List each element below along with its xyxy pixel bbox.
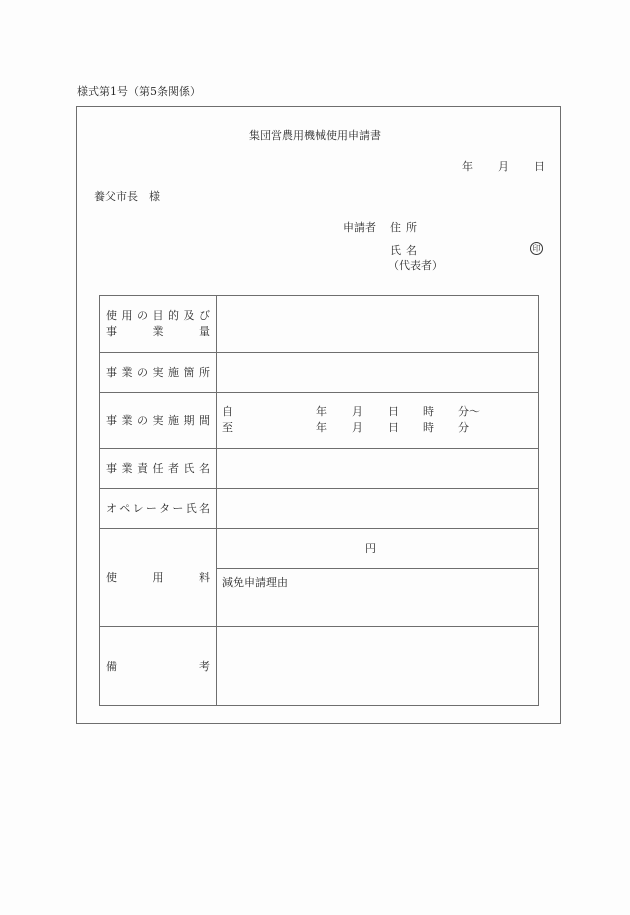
period-from-year[interactable]: 年 [316, 405, 327, 418]
period-to-minute[interactable]: 分 [458, 421, 469, 434]
form-number: 様式第1号（第5条関係） [77, 85, 201, 98]
seal-mark: 印 [532, 244, 541, 253]
row-divider [99, 352, 539, 353]
label-usage-fee: 使 用 料 [106, 571, 210, 584]
table-border-bottom [99, 705, 539, 706]
table-border-right [538, 295, 539, 706]
period-to-year[interactable]: 年 [316, 421, 327, 434]
row-divider [99, 528, 539, 529]
representative-label: （代表者） [388, 259, 443, 272]
row-divider [99, 626, 539, 627]
row-divider [99, 392, 539, 393]
seal-icon [530, 242, 543, 255]
address-label: 住所 [390, 221, 422, 234]
date-month-label: 月 [498, 160, 509, 173]
period-to-day[interactable]: 日 [388, 421, 399, 434]
period-from-day[interactable]: 日 [388, 405, 399, 418]
label-operator-name: オ ペ レ ー タ ー 氏 名 [106, 502, 210, 515]
date-day-label: 日 [534, 160, 545, 173]
period-from-minute[interactable]: 分〜 [458, 405, 480, 418]
label-purpose-line2: 事 業 量 [106, 325, 210, 338]
table-border-left [99, 295, 100, 706]
label-period: 事 業 の 実 施 期 間 [106, 414, 210, 427]
reduction-reason-label[interactable]: 減免申請理由 [222, 576, 288, 589]
applicant-label: 申請者 [343, 221, 376, 234]
row-divider [99, 448, 539, 449]
label-purpose-line1: 使 用 の 目 的 及 び [106, 309, 210, 322]
column-divider [216, 295, 217, 706]
date-year-label: 年 [462, 160, 473, 173]
name-label: 氏名 [390, 244, 422, 257]
addressee: 養父市長 様 [94, 190, 160, 203]
table-border-top [99, 295, 539, 296]
fee-sub-divider [216, 568, 539, 569]
fee-unit-label[interactable]: 円 [365, 542, 376, 555]
period-from-prefix: 自 [222, 405, 233, 418]
label-remarks: 備 考 [106, 660, 210, 673]
period-from-month[interactable]: 月 [352, 405, 363, 418]
label-location: 事 業 の 実 施 箇 所 [106, 366, 210, 379]
form-title: 集団営農用機械使用申請書 [249, 129, 381, 142]
period-to-month[interactable]: 月 [352, 421, 363, 434]
row-divider [99, 488, 539, 489]
label-responsible-person: 事 業 責 任 者 氏 名 [106, 462, 210, 475]
period-to-prefix: 至 [222, 421, 233, 434]
period-from-hour[interactable]: 時 [423, 405, 434, 418]
period-to-hour[interactable]: 時 [423, 421, 434, 434]
